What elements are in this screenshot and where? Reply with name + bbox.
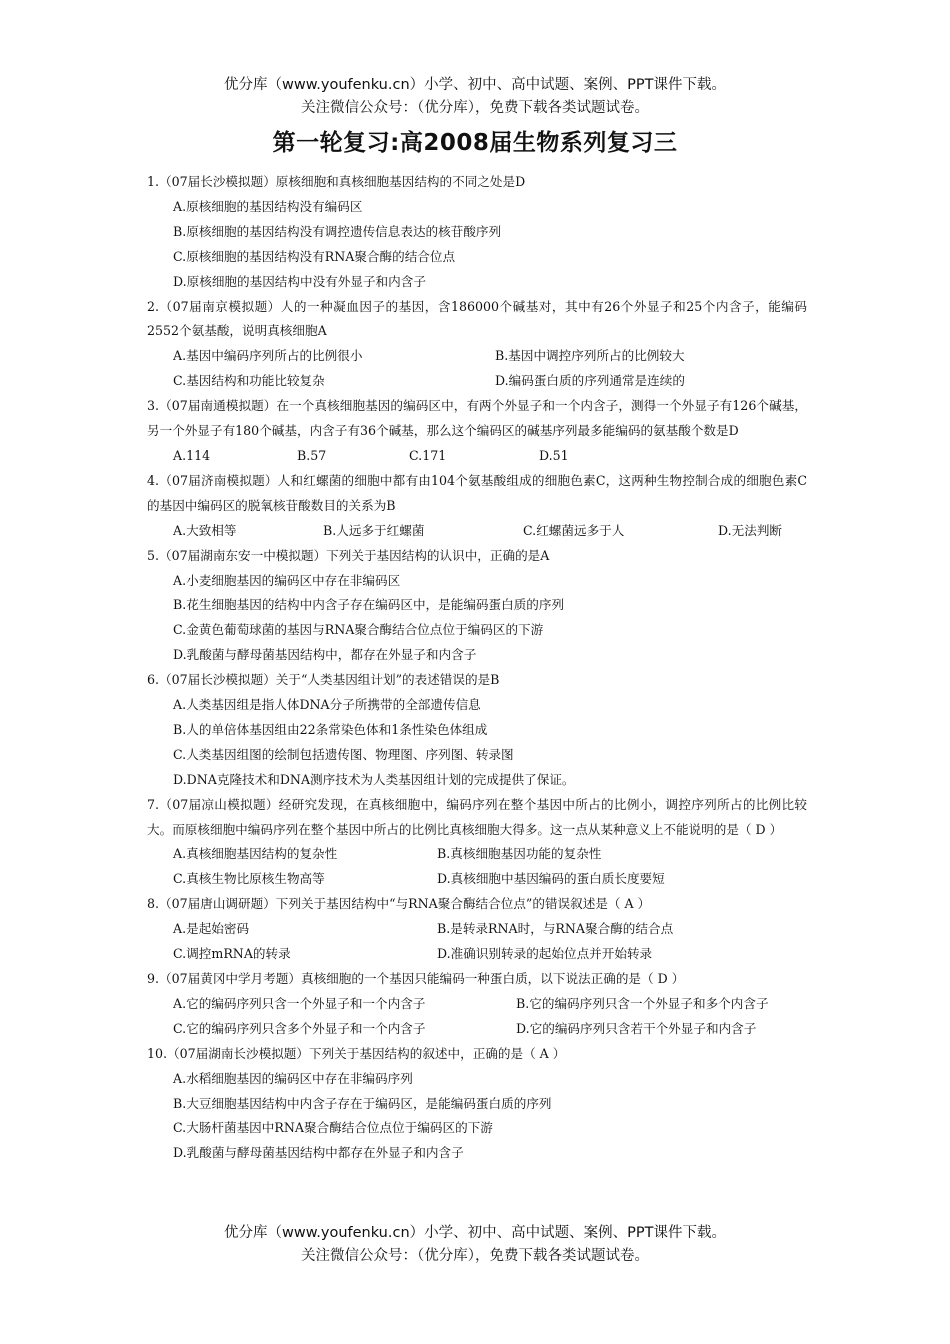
banner-line-2: 关注微信公众号：（优分库），免费下载各类试题试卷。 — [301, 100, 649, 116]
option-c: C.调控mRNA的转录 — [173, 946, 291, 962]
question-7 — [147, 793, 807, 893]
option-a: A.它的编码序列只含一个外显子和一个内含子 — [173, 995, 426, 1011]
option-d: D.真核细胞中基因编码的蛋白质长度要短 — [437, 871, 665, 887]
option-a: A.原核细胞的基因结构没有编码区 — [173, 198, 363, 214]
option-b: B.原核细胞的基因结构没有调控遗传信息表达的核苷酸序列 — [173, 223, 502, 239]
option-b: B.57 — [297, 447, 327, 463]
question-1 — [147, 170, 807, 295]
option-b: B.花生细胞基因的结构中内含子存在编码区中，是能编码蛋白质的序列 — [173, 597, 565, 613]
question-9 — [147, 967, 807, 1042]
option-c: C.171 — [409, 447, 447, 463]
option-b: B.人的单倍体基因组由22条常染色体和1条性染色体组成 — [173, 721, 488, 737]
question-4 — [147, 469, 807, 544]
question-list — [147, 170, 807, 1166]
question-stem: 7.（07届凉山模拟题）经研究发现，在真核细胞中，编码序列在整个基因中所占的比例小，调控序列所占的比例比较大。而原核细胞中编码序列在整个基因中所占的比例比真核细胞大得多。这一点从某种意义上不能说明的是（ D ） — [147, 796, 807, 837]
banner-line-1: 优分库（www.youfenku.cn）小学、初中、高中试题、案例、PPT课件下载。 — [224, 77, 726, 93]
option-b: B.人远多于红螺菌 — [323, 522, 425, 538]
option-d: D.编码蛋白质的序列通常是连续的 — [495, 373, 685, 389]
footer-banner — [0, 1222, 950, 1268]
option-d: D.它的编码序列只含若干个外显子和内含子 — [516, 1020, 757, 1036]
question-8 — [147, 892, 807, 967]
option-c: C.基因结构和功能比较复杂 — [173, 373, 325, 389]
question-stem: 3.（07届南通模拟题）在一个真核细胞基因的编码区中，有两个外显子和一个内含子，测得一个外显子有126个碱基，另一个外显子有180个碱基，内含子有36个碱基，那么这个编码区的碱基序列最多能编码的氨基酸个数是D — [147, 398, 807, 439]
banner-line-2: 关注微信公众号：（优分库），免费下载各类试题试卷。 — [301, 1248, 649, 1264]
question-2 — [147, 295, 807, 395]
option-a: A.真核细胞基因结构的复杂性 — [173, 846, 338, 862]
option-d: D.原核细胞的基因结构中没有外显子和内含子 — [173, 273, 426, 289]
option-a: A.基因中编码序列所占的比例很小 — [173, 348, 363, 364]
option-c: C.人类基因组图的绘制包括遗传图、物理图、序列图、转录图 — [173, 746, 514, 762]
option-a: A.水稻细胞基因的编码区中存在非编码序列 — [173, 1070, 413, 1086]
question-stem: 8.（07届唐山调研题）下列关于基因结构中“与RNA聚合酶结合位点”的错误叙述是（ A ） — [147, 896, 651, 912]
option-c: C.红螺菌远多于人 — [523, 522, 625, 538]
question-10 — [147, 1042, 807, 1167]
option-d: D.乳酸菌与酵母菌基因结构中，都存在外显子和内含子 — [173, 647, 477, 663]
option-d: D.DNA克隆技术和DNA测序技术为人类基因组计划的完成提供了保证。 — [173, 771, 575, 787]
option-a: A.小麦细胞基因的编码区中存在非编码区 — [173, 572, 401, 588]
question-6 — [147, 668, 807, 793]
option-b: B.它的编码序列只含一个外显子和多个内含子 — [516, 995, 769, 1011]
question-5 — [147, 544, 807, 669]
option-c: C.大肠杆菌基因中RNA聚合酶结合位点位于编码区的下游 — [173, 1120, 493, 1136]
option-a: A.是起始密码 — [173, 921, 250, 937]
question-stem: 6.（07届长沙模拟题）关于“人类基因组计划”的表述错误的是B — [147, 672, 500, 688]
header-banner — [0, 74, 950, 120]
option-b: B.基因中调控序列所占的比例较大 — [495, 348, 685, 364]
option-d: D.乳酸菌与酵母菌基因结构中都存在外显子和内含子 — [173, 1145, 464, 1161]
question-stem: 9.（07届黄冈中学月考题）真核细胞的一个基因只能编码一种蛋白质，以下说法正确的是（ D ） — [147, 971, 685, 986]
question-stem: 4.（07届济南模拟题）人和红螺菌的细胞中都有由104个氨基酸组成的细胞色素C，这两种生物控制合成的细胞色素C的基因中编码区的脱氧核苷酸数目的关系为B — [147, 472, 807, 513]
document-title: 第一轮复习:高2008届生物系列复习三 — [272, 130, 678, 156]
option-a: A.114 — [173, 447, 211, 463]
option-b: B.真核细胞基因功能的复杂性 — [437, 846, 602, 862]
option-c: C.真核生物比原核生物高等 — [173, 871, 325, 887]
option-d: D.51 — [539, 447, 569, 463]
option-a: A.大致相等 — [173, 522, 237, 538]
option-b: B.大豆细胞基因结构中内含子存在于编码区，是能编码蛋白质的序列 — [173, 1095, 552, 1111]
option-a: A.人类基因组是指人体DNA分子所携带的全部遗传信息 — [173, 697, 481, 713]
option-d: D.准确识别转录的起始位点并开始转录 — [437, 946, 653, 962]
option-c: C.它的编码序列只含多个外显子和一个内含子 — [173, 1020, 426, 1036]
option-b: B.是转录RNA时，与RNA聚合酶的结合点 — [437, 921, 674, 937]
option-d: D.无法判断 — [718, 522, 783, 538]
option-c: C.原核细胞的基因结构没有RNA聚合酶的结合位点 — [173, 248, 456, 264]
question-stem: 2.（07届南京模拟题）人的一种凝血因子的基因，含186000个碱基对，其中有26个外显子和25个内含子，能编码2552个氨基酸，说明真核细胞A — [147, 298, 807, 339]
option-c: C.金黄色葡萄球菌的基因与RNA聚合酶结合位点位于编码区的下游 — [173, 622, 544, 638]
question-3 — [147, 394, 807, 469]
question-stem: 10.（07届湖南长沙模拟题）下列关于基因结构的叙述中，正确的是（ A ） — [147, 1045, 566, 1061]
question-stem: 1.（07届长沙模拟题）原核细胞和真核细胞基因结构的不同之处是D — [147, 174, 526, 189]
banner-line-1: 优分库（www.youfenku.cn）小学、初中、高中试题、案例、PPT课件下载。 — [224, 1225, 726, 1241]
question-stem: 5.（07届湖南东安一中模拟题）下列关于基因结构的认识中，正确的是A — [147, 547, 550, 563]
